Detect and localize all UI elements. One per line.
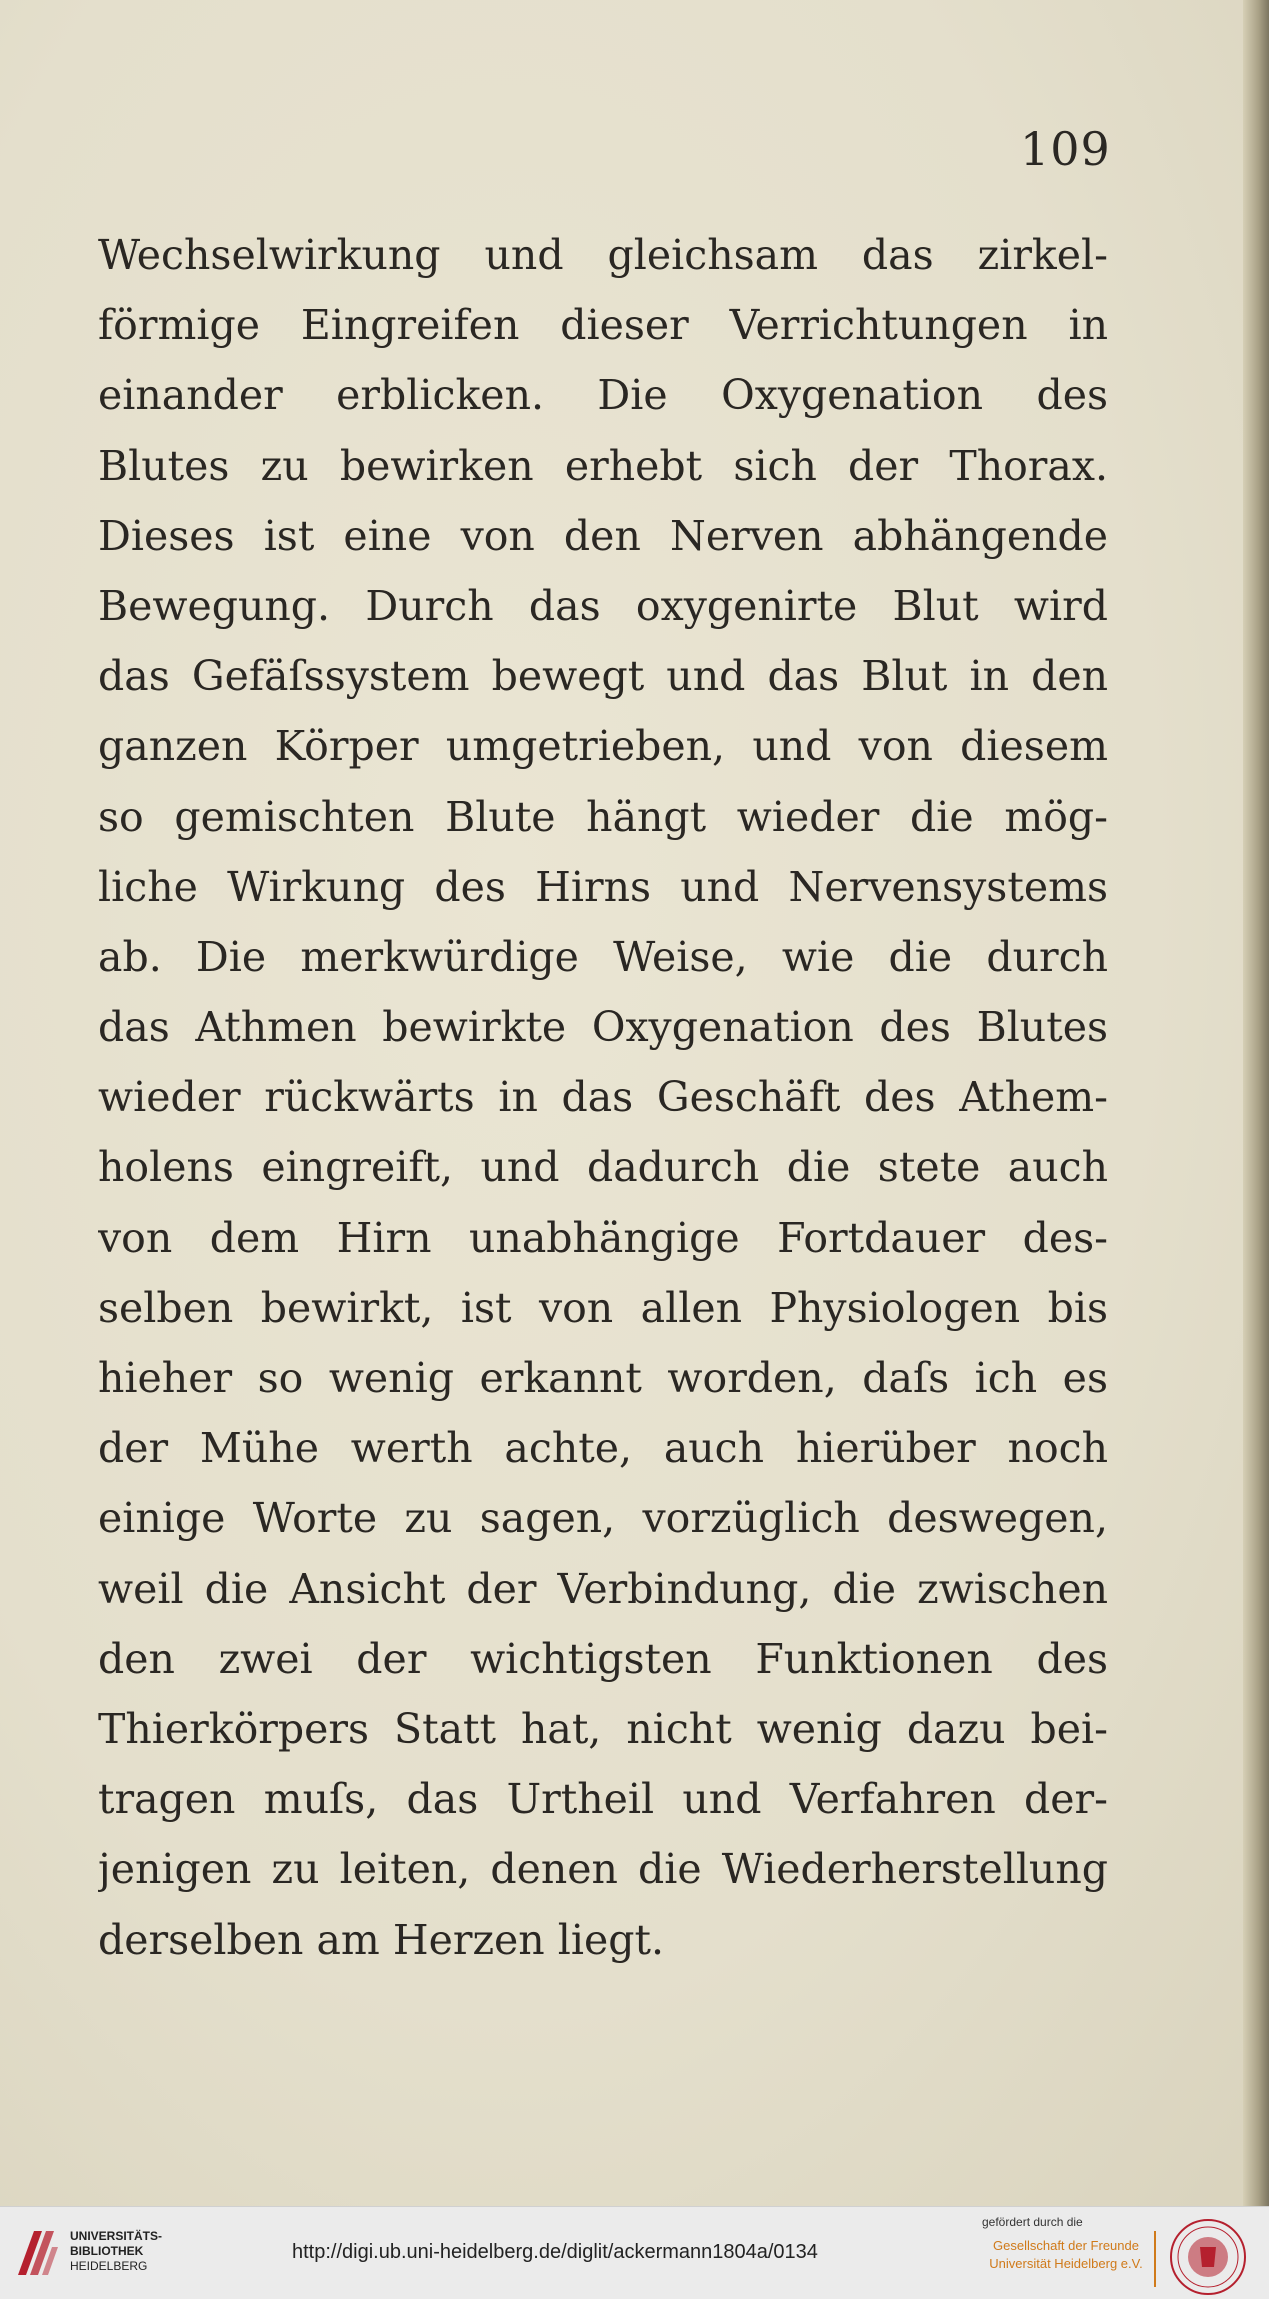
text-line: das Athmen bewirkte Oxygenation des Blutes <box>98 1003 1108 1052</box>
society-name[interactable] <box>982 2237 1150 2273</box>
text-line: tragen muſs, das Urtheil und Verfahren der- <box>98 1775 1108 1824</box>
text-line: jenigen zu leiten, denen die Wiederherstellung <box>98 1845 1108 1894</box>
text-line: weil die Ansicht der Verbindung, die zwischen <box>98 1564 1108 1613</box>
text-line: den zwei der wichtigsten Funktionen des <box>98 1634 1108 1683</box>
text-line: der Mühe werth achte, auch hierüber noch <box>98 1424 1108 1473</box>
ub-heidelberg-logo-icon[interactable] <box>12 2223 62 2283</box>
text-line: Bewegung. Durch das oxygenirte Blut wird <box>98 581 1108 630</box>
text-line: Thierkörpers Statt hat, nicht wenig dazu bei- <box>98 1704 1108 1753</box>
text-line: einige Worte zu sagen, vorzüglich deswegen, <box>98 1494 1108 1543</box>
library-name-line: HEIDELBERG <box>70 2259 148 2273</box>
text-line: das Gefäſssystem bewegt und das Blut in den <box>98 652 1108 701</box>
text-line: liche Wirkung des Hirns und Nervensystems <box>98 862 1108 911</box>
society-name-line: Gesellschaft der Freunde <box>993 2238 1139 2253</box>
body-text <box>98 220 1108 1975</box>
text-line: Wechselwirkung und gleichsam das zirkel- <box>98 231 1108 279</box>
text-line: hieher so wenig erkannt worden, daſs ich es <box>98 1354 1108 1402</box>
text-line: wieder rückwärts in das Geschäft des Athem- <box>98 1073 1108 1122</box>
society-name-line: Universität Heidelberg e.V. <box>989 2256 1143 2271</box>
text-line: so gemischten Blute hängt wieder die mög- <box>98 792 1108 841</box>
library-name <box>70 2229 162 2274</box>
text-line: holens eingreift, und dadurch die stete auch <box>98 1143 1108 1192</box>
text-line: einander erblicken. Die Oxygenation des <box>98 371 1108 420</box>
text-line: ab. Die merkwürdige Weise, wie die durch <box>98 932 1108 981</box>
text-line: Blutes zu bewirken erhebt sich der Thorax. <box>98 441 1108 490</box>
text-line: förmige Eingreifen dieser Verrichtungen in <box>98 301 1108 350</box>
page-number: 109 <box>1020 122 1111 176</box>
footer-divider <box>1154 2231 1156 2287</box>
text-line: selben bewirkt, ist von allen Physiologen bis <box>98 1283 1108 1332</box>
university-seal-icon <box>1168 2217 1248 2297</box>
permalink-url[interactable]: http://digi.ub.uni-heidelberg.de/diglit/ackermann1804a/0134 <box>292 2241 818 2263</box>
digitization-footer <box>0 2206 1269 2299</box>
funded-by-label: gefördert durch die <box>982 2215 1083 2229</box>
text-line: von dem Hirn unabhängige Fortdauer des- <box>98 1213 1108 1262</box>
page-edge-shadow <box>1243 0 1269 2206</box>
text-line: derselben am Herzen liegt. <box>98 1915 664 1964</box>
text-line: ganzen Körper umgetrieben, und von diesem <box>98 722 1108 771</box>
library-name-line: BIBLIOTHEK <box>70 2244 144 2258</box>
text-line: Dieses ist eine von den Nerven abhängende <box>98 511 1108 560</box>
library-name-line: UNIVERSITÄTS- <box>70 2229 163 2243</box>
